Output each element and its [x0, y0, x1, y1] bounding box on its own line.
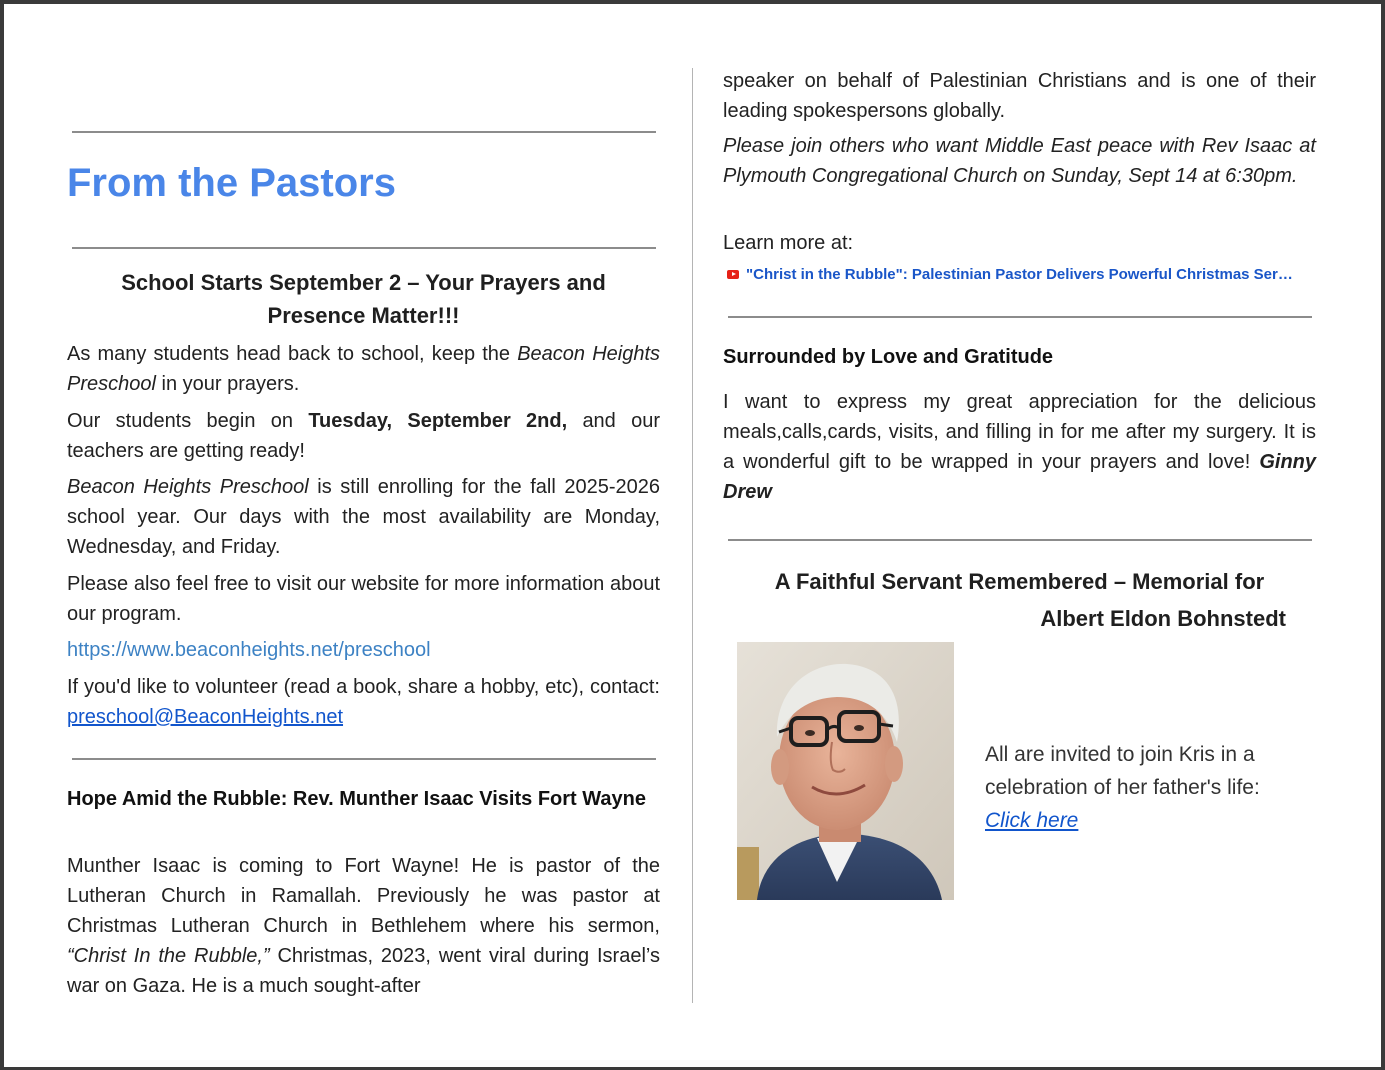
- sermon-title: “Christ In the Rubble,”: [67, 945, 270, 967]
- youtube-video-link[interactable]: [727, 266, 1293, 283]
- school-paragraph-1: As many students head back to school, keep the Beacon Heights Preschool in your prayers.: [67, 343, 661, 395]
- youtube-video-title: "Christ in the Rubble": Palestinian Pastor Delivers Powerful Christmas Ser…: [746, 266, 1293, 283]
- volunteer-paragraph: If you'd like to volunteer (read a book, share a hobby, etc), contact: preschool@BeaconHeights.net: [67, 676, 660, 728]
- hope-paragraph: Munther Isaac is coming to Fort Wayne! He is pastor of the Lutheran Church in Ramallah. Previously he was pastor at Christmas Lutheran Church in Bethlehem where his sermon, “Christ In the Rubble,” Christmas, 2023, went viral during Israel’s war on Gaza. He is a much sought-after: [67, 855, 660, 997]
- invite-line-1: All are invited to join Kris in a: [985, 743, 1255, 766]
- school-paragraph-2: Our students begin on Tuesday, September 2nd, and our teachers are getting ready!: [67, 410, 661, 462]
- section-divider: [72, 247, 656, 249]
- memorial-heading-line1: A Faithful Servant Remembered – Memorial for: [774, 569, 1265, 594]
- preschool-name: Beacon Heights Preschool: [67, 476, 309, 498]
- signature: Ginny Drew: [723, 451, 1316, 503]
- column-divider: [692, 68, 693, 1003]
- start-date: Tuesday, September 2nd,: [308, 410, 568, 432]
- memorial-invitation: [985, 738, 1260, 837]
- section-divider: [728, 316, 1312, 318]
- memorial-click-here-link[interactable]: Click here: [985, 809, 1079, 832]
- memorial-portrait-photo: [737, 642, 954, 900]
- join-event-paragraph: Please join others who want Middle East peace with Rev Isaac at Plymouth Congregational Church on Sunday, Sept 14 at 6:30pm.: [723, 135, 1316, 187]
- preschool-email-link[interactable]: preschool@BeaconHeights.net: [67, 706, 344, 728]
- youtube-play-icon: [727, 270, 739, 279]
- school-paragraph-4: Please also feel free to visit our website for more information about our program.: [67, 573, 660, 625]
- surrounded-heading: Surrounded by Love and Gratitude: [723, 346, 1054, 368]
- school-paragraph-3: Beacon Heights Preschool is still enrolling for the fall 2025-2026 school year. Our days with the most availability are Monday, Wednesday, and Friday.: [67, 476, 660, 558]
- section-divider: [72, 131, 656, 133]
- hope-heading: Hope Amid the Rubble: Rev. Munther Isaac Visits Fort Wayne: [67, 788, 646, 810]
- section-divider: [72, 758, 656, 760]
- surrounded-paragraph: I want to express my great appreciation for the delicious meals,calls,cards, visits, and filling in for me after my surgery. It is a wonderful gift to be wrapped in your prayers and love! Ginny Drew: [723, 391, 1316, 503]
- section-divider: [728, 539, 1312, 541]
- school-heading-line1: School Starts September 2 – Your Prayers and: [121, 270, 606, 295]
- website-paragraph: [67, 635, 660, 665]
- preschool-name: Beacon Heights Preschool: [67, 343, 661, 395]
- preschool-website-link[interactable]: https://www.beaconheights.net/preschool: [67, 639, 431, 661]
- memorial-heading-line2: Albert Eldon Bohnstedt: [1040, 606, 1286, 631]
- school-heading-line2: Presence Matter!!!: [267, 303, 460, 328]
- invite-line-2: celebration of her father's life:: [985, 776, 1260, 799]
- page-title: From the Pastors: [67, 161, 396, 205]
- hope-continued-paragraph: speaker on behalf of Palestinian Christians and is one of their leading spokespersons globally.: [723, 70, 1316, 122]
- school-heading: [67, 266, 660, 332]
- learn-more-label: Learn more at:: [723, 232, 854, 254]
- memorial-heading: [723, 564, 1316, 638]
